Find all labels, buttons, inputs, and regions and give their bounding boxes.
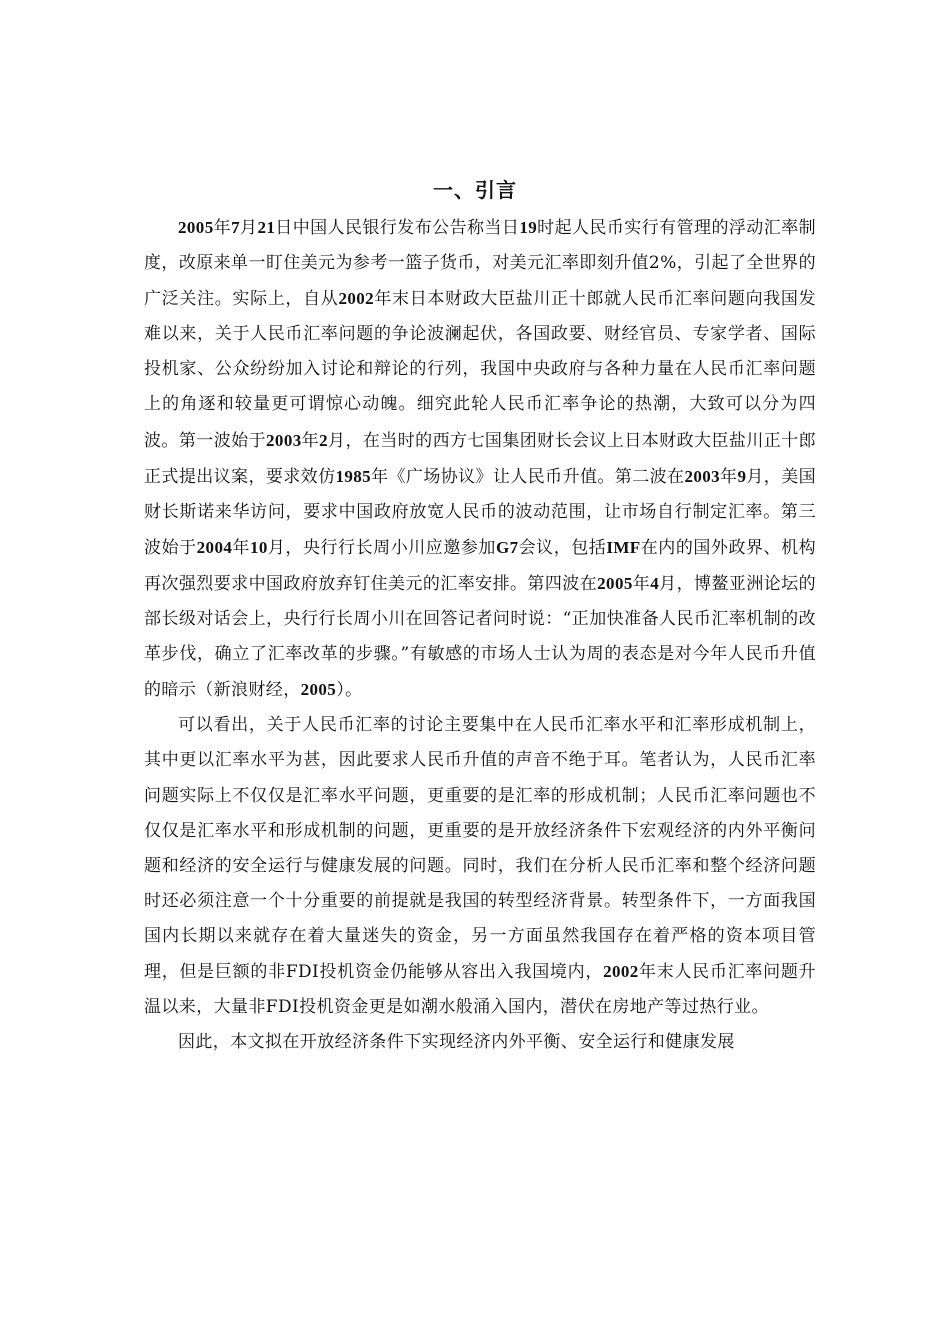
paragraph-intro	[144, 210, 816, 708]
text-run: 年末日本财政大臣盐川正十郎就人民币汇率问题向我国发难以来，关于人民币汇率问题的争论波澜起伏，各国政要、财经官员、专家学者、国际投机家、公众纷纷加入讨论和辩论的行列，我国中央政府与各种力量在人民币汇率问题上的角逐和较量更可谓惊心动魄。细究此轮人民币汇率争论的热潮，大致可以分为四波。第一波始于	[144, 289, 816, 451]
text-run: 月，美国财长斯诺来华访问，要求中国政府放宽人民币的波动范围，让市场自行制定汇率。第三波始于	[144, 466, 817, 558]
body-text	[144, 210, 816, 1060]
bold-run: 9	[737, 466, 747, 486]
text-run: 年	[213, 218, 232, 238]
bold-run: 2003	[266, 430, 302, 450]
bold-run: G7	[495, 537, 519, 557]
text-run: 月	[239, 218, 258, 238]
text-run: 会议，包括	[518, 537, 607, 558]
text-run: 年	[232, 537, 250, 558]
paragraph-purpose	[144, 1025, 816, 1060]
text-run: 年	[720, 466, 738, 487]
bold-run: 2004	[196, 537, 233, 557]
text-run: 在内的国外政界、机构再次强烈要求中国政府放弃钉住美元的汇率安排。第四波在	[144, 537, 817, 594]
text-run: 年	[301, 430, 320, 451]
bold-run: 21	[257, 218, 276, 237]
paragraph-analysis	[144, 708, 816, 1025]
text-run: ）。	[336, 680, 363, 701]
bold-run: 4	[650, 573, 660, 593]
text-run: 年《广场协议》让人民币升值。第二波在	[371, 466, 685, 487]
bold-run: 2005	[597, 573, 633, 593]
text-run: 月，在当时的西方七国集团财长会议上日本财政大臣盐川正十郎正式提出议案，要求效仿	[144, 430, 817, 487]
bold-run: 7	[231, 218, 240, 237]
text-run: 因此，本文拟在开放经济条件下实现经济内外平衡、安全运行和健康发展	[178, 1032, 735, 1053]
text-run: 时起人民币实行有管理的浮动汇率制度，改原来单一盯住美元为参考一篮子货币，对美元汇率即刻升值2%，引起了全世界的广泛关注。实际上，自从	[144, 218, 816, 310]
bold-run: 2003	[684, 466, 721, 486]
text-run: 月，央行行长周小川应邀参加	[267, 537, 496, 558]
text-run: 可以看出，关于人民币汇率的讨论主要集中在人民币汇率水平和汇率形成机制上，其中更以汇率水平为甚，因此要求人民币升值的声音不绝于耳。笔者认为，人民币汇率问题实际上不仅仅是汇率水平问题，更重要的是汇率的形成机制；人民币汇率问题也不仅仅是汇率水平和形成机制的问题，更重要的是开放经济条件下宏观经济的内外平衡问题和经济的安全运行与健康发展的问题。同时，我们在分析人民币汇率和整个经济问题时还必须注意一个十分重要的前提就是我国的转型经济背景。转型条件下，一方面我国国内长期以来就存在着大量迷失的资金，另一方面虽然我国存在着严格的资本项目管理，但是巨额的非FDI投机资金仍能够从容出入我国境内，	[144, 715, 816, 982]
bold-run: 2005	[300, 680, 337, 700]
section-heading: 一、引言	[433, 178, 517, 202]
text-run: 月，博鳌亚洲论坛的部长级对话会上，央行行长周小川在回答记者问时说：“正加快准备人民币汇率机制的改革步伐，确立了汇率改革的步骤。”有敏感的市场人士认为周的表态是对今年人民币升值的暗示（新浪财经，	[144, 573, 816, 701]
bold-run: 2005	[178, 218, 214, 237]
text-run: 年末人民币汇率问题升温以来，大量非FDI投机资金更是如潮水般涌入国内，潜伏在房地产等过热行业。	[144, 961, 816, 1018]
bold-run: 2002	[603, 961, 639, 981]
bold-run: 10	[249, 537, 268, 557]
bold-run: 2002	[338, 289, 375, 309]
bold-run: 1985	[335, 466, 372, 486]
text-run: 日中国人民银行发布公告称当日	[275, 218, 520, 238]
bold-run: 2	[319, 430, 328, 450]
text-run: 年	[632, 573, 651, 594]
bold-run: 19	[519, 218, 538, 237]
bold-run: IMF	[606, 537, 641, 557]
